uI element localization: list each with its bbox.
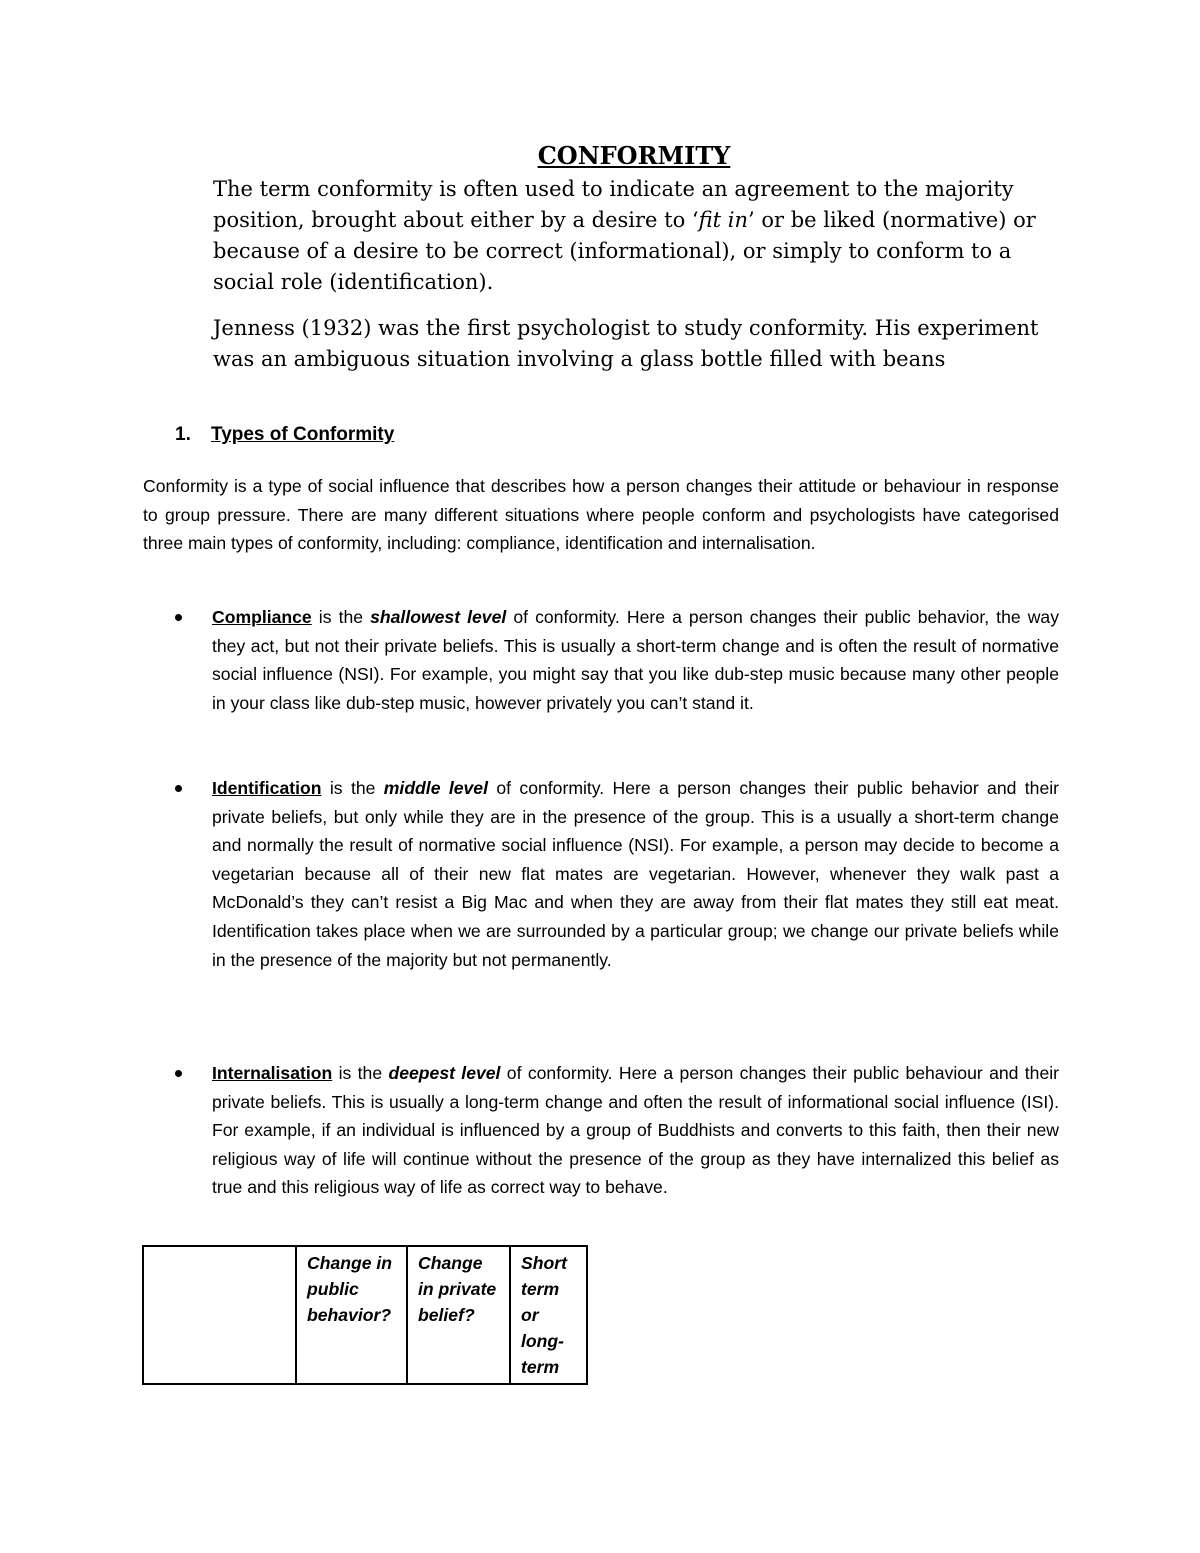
bullet-term: Identification (212, 778, 322, 798)
intro-paragraph-1 (213, 174, 1073, 298)
table-header-term-length: Short term or long-term (510, 1246, 587, 1384)
bullet-term: Compliance (212, 607, 312, 627)
bullet-text: of conformity. Here a person changes their public behavior and their private beliefs, but only while they are in the presence of the group. This is a usually a short-term change and normally the result of normative social influence (NSI). For example, a person may decide to become a vegetarian because all of their new flat mates are vegetarian. However, whenever they walk past a McDonald’s they can’t resist a Big Mac and when they are away from their flat mates they still eat meat. Identification takes place when we are surrounded by a particular group; we change our private beliefs while in the presence of the majority but not permanently. (212, 778, 1060, 970)
bullet-icon (175, 614, 182, 621)
list-item-identification (212, 774, 1059, 974)
bullet-icon (175, 785, 182, 792)
intro-text-b: ’ or be liked (normative) or because of a desire to be correct (informational), or simply to conform to a social role (identification). (213, 208, 1036, 294)
table-header-row (143, 1246, 587, 1384)
section-number: 1. (175, 424, 191, 445)
bullet-icon (175, 1070, 182, 1077)
bullet-pre: is the (321, 778, 384, 798)
table-header-blank (143, 1246, 296, 1384)
comparison-table (142, 1245, 588, 1385)
bullet-pre: is the (311, 607, 371, 627)
bullet-text: of conformity. Here a person changes their public behaviour and their private beliefs. This is usually a long-term change and often the result of informational social influence (ISI). For example, if an individual is influenced by a group of Buddhists and converts to this faith, then their new religious way of life will continue without the presence of the group as they have internalized this belief as true and this religious way of life as correct way to behave. (212, 1063, 1060, 1198)
list-item-internalisation (212, 1059, 1059, 1202)
bullet-pre: is the (332, 1063, 389, 1083)
bullet-level: deepest level (388, 1063, 501, 1083)
intro-paragraph-2: Jenness (1932) was the first psychologist to study conformity. His experiment was an ambiguous situation involving a glass bottle filled with beans (213, 316, 1039, 371)
bullet-level: middle level (383, 778, 488, 798)
page-title: CONFORMITY (537, 141, 731, 170)
intro-italic-phrase: fit in (698, 208, 748, 232)
bullet-text: of conformity. Here a person changes their public behavior, the way they act, but not their private beliefs. This is usually a short-term change and is often the result of normative social influence (NSI). For example, you might say that you like dub-step music because many other people in your class like dub-step music, however privately you can’t stand it. (212, 607, 1059, 713)
table-header-public-behavior: Change in public behavior? (296, 1246, 407, 1384)
section-heading (175, 424, 394, 446)
intro-text-a: The term conformity is often used to indicate an agreement to the majority position, brought about either by a desire to ‘ (213, 177, 1014, 232)
bullet-level: shallowest level (370, 607, 507, 627)
table-header-private-belief: Change in private belief? (407, 1246, 510, 1384)
bullet-term: Internalisation (212, 1063, 333, 1083)
list-item-compliance (212, 603, 1059, 717)
section-heading-text: Types of Conformity (211, 424, 395, 445)
section-paragraph: Conformity is a type of social influence that describes how a person changes their attitude or behaviour in response to group pressure. There are many different situations where people conform and psychologists have categorised three main types of conformity, including: compliance, identification and internalisation. (143, 476, 1059, 554)
